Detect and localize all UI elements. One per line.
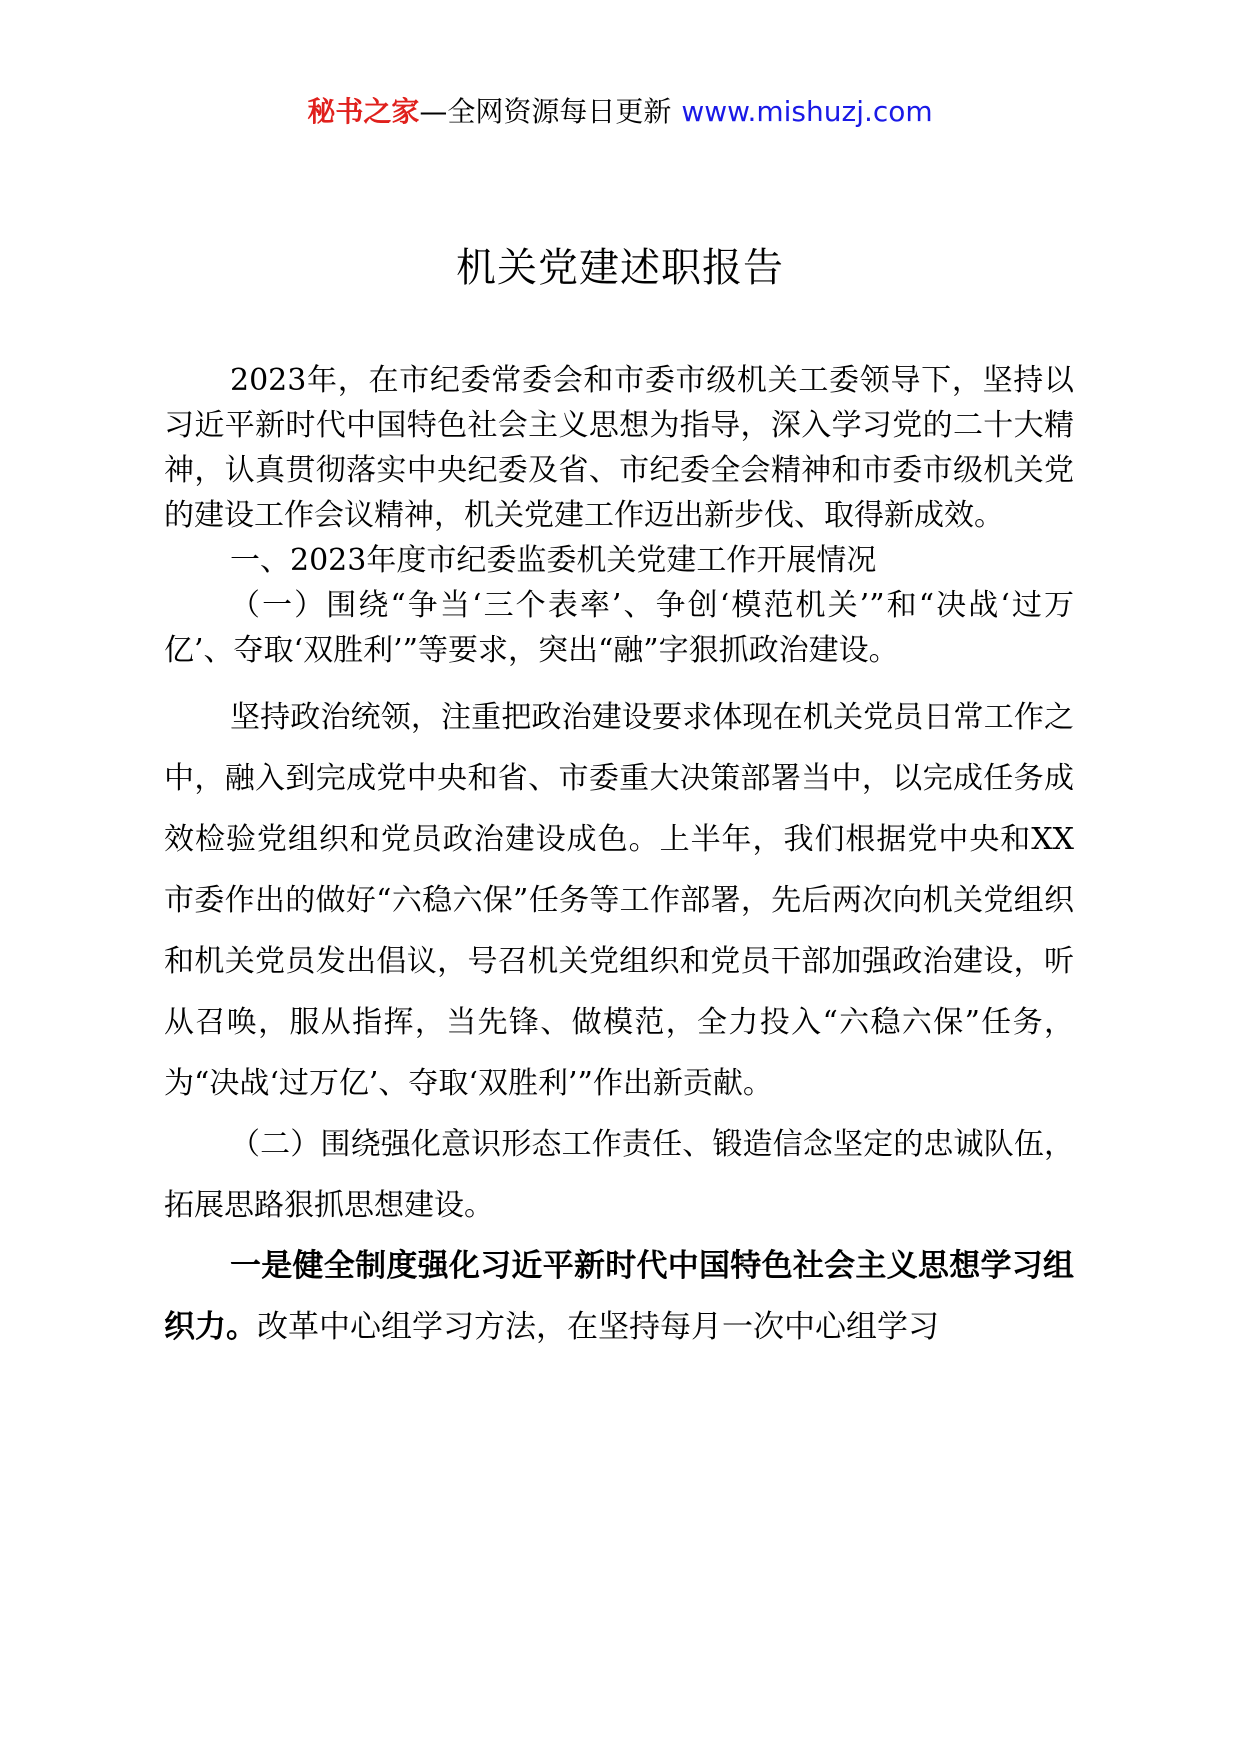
body-paragraph-study <box>164 1236 1074 1358</box>
site-header <box>0 92 1240 132</box>
body-paragraph-political: 坚持政治统领，注重把政治建设要求体现在机关党员日常工作之中，融入到完成党中央和省、市委重大决策部署当中，以完成任务成效检验党组织和党员政治建设成色。上半年，我们根据党中央和XX市委作出的做好“六稳六保”任务等工作部署，先后两次向机关党组织和机关党员发出倡议，号召机关党组织和党员干部加强政治建设，听从召唤，服从指挥，当先锋、做模范，全力投入“六稳六保”任务，为“决战‘过万亿’、夺取‘双胜利’”作出新贡献。 <box>164 700 1074 1101</box>
site-url[interactable]: www.mishuzj.com <box>681 95 933 128</box>
document-title: 机关党建述职报告 <box>456 245 784 291</box>
section-heading-1: 一、2023年度市纪委监委机关党建工作开展情况 <box>230 543 877 578</box>
subsection-heading-1: （一）围绕“争当‘三个表率’、争创‘模范机关’”和“决战‘过万亿’、夺取‘双胜利’”等要求，突出“融”字狠抓政治建设。 <box>164 588 1074 668</box>
document-body <box>164 358 1074 1358</box>
site-slogan: —全网资源每日更新 <box>419 95 672 128</box>
subsection-heading-2: （二）围绕强化意识形态工作责任、锻造信念坚定的忠诚队伍，拓展思路狠抓思想建设。 <box>164 1127 1074 1223</box>
intro-paragraph: 2023年，在市纪委常委会和市委市级机关工委领导下，坚持以习近平新时代中国特色社会主义思想为指导，深入学习党的二十大精神，认真贯彻落实中央纪委及省、市纪委全会精神和市委市级机关党的建设工作会议精神，机关党建工作迈出新步伐、取得新成效。 <box>164 363 1074 533</box>
paragraph-rest: 改革中心组学习方法，在坚持每月一次中心组学习 <box>257 1309 939 1345</box>
intro-section <box>164 358 1074 673</box>
site-brand: 秘书之家 <box>307 95 420 128</box>
body-section <box>164 687 1074 1358</box>
paragraph-lead-bold: 一是健全制度强化习近平新时代中国特色社会主义思想学习组织力。 <box>164 1248 1074 1345</box>
